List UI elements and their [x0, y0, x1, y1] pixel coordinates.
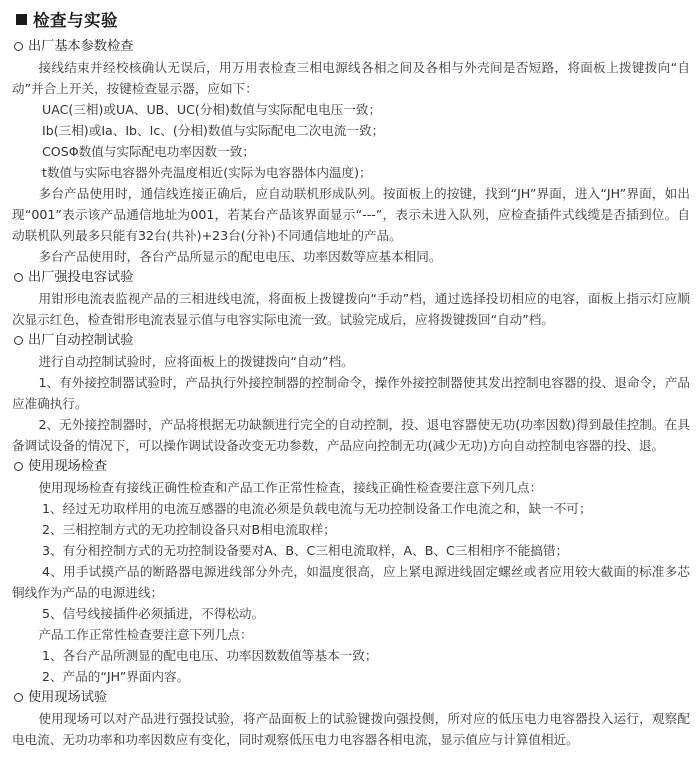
circle-bullet-icon — [14, 42, 23, 51]
section-title-factory-forced-capacitor-test — [12, 267, 690, 288]
circle-bullet-icon — [14, 273, 23, 282]
paragraph: 使用现场可以对产品进行强投试验，将产品面板上的试验键拨向强投侧，所对应的低压电力电容器投入运行，观察配电电流、无功功率和功率因数应有变化，同时观察低压电力电容器各相电流，显示值应与计算值相近。 — [12, 711, 690, 747]
section-title-site-inspection — [12, 456, 690, 477]
list-item: 5、信号线接插件必须插进，不得松动。 — [42, 606, 265, 621]
heading-title: 检查与实验 — [33, 11, 118, 30]
paragraph: 2、无外接控制器时，产品将根据无功缺额进行完全的自动控制，投、退电容器使无功(功率因数)得到最佳控制。在具备调试设备的情况下，可以操作调试设备改变无功参数，产品应向控制无功(减少无功)方向自动控制电容器的投、退。 — [12, 417, 690, 453]
section-title-text: 使用现场检查 — [28, 459, 108, 474]
list-item: 2、三相控制方式的无功控制设备只对B相电流取样； — [42, 522, 336, 537]
list-item: COSΦ数值与实际配电功率因数一致； — [42, 144, 255, 159]
paragraph: 1、有外接控制器试验时，产品执行外接控制器的控制命令，操作外接控制器使其发出控制电容器的投、退命令，产品应准确执行。 — [12, 375, 690, 411]
section-title-factory-basic-check — [12, 36, 690, 57]
heading — [12, 6, 690, 32]
list-item: UAC(三相)或UA、UB、UC(分相)数值与实际配电电压一致； — [42, 102, 382, 117]
circle-bullet-icon — [14, 336, 23, 345]
list-item: 4、用手试摸产品的断路器电源进线部分外壳，如温度很高，应上紧电源进线固定螺丝或者应用较大截面的标准多芯铜线作为产品的电源进线； — [12, 564, 690, 600]
list-item: 1、经过无功取样用的电流互感器的电流必须是负载电流与无功控制设备工作电流之和，缺一不可； — [42, 501, 592, 516]
list-item: 3、有分相控制方式的无功控制设备要对A、B、C三相电流取样，A、B、C三相相序不能搞错； — [42, 543, 569, 558]
circle-bullet-icon — [14, 462, 23, 471]
section-title-text: 出厂强投电容试验 — [28, 270, 134, 285]
paragraph: 使用现场检查有接线正确性检查和产品工作正常性检查，接线正确性检查要注意下列几点： — [38, 480, 543, 495]
list-item: 1、各台产品所测显的配电电压、功率因数数值等基本一致； — [42, 648, 378, 663]
section-title-factory-auto-control-test — [12, 330, 690, 351]
paragraph: 多台产品使用时，各台产品所显示的配电电压、功率因数等应基本相同。 — [38, 249, 442, 264]
paragraph: 接线结束并经校核确认无误后，用万用表检查三相电源线各相之间及各相与外壳间是否短路，将面板上拨键拨向“自动”并合上开关，按键检查显示器，应如下： — [12, 60, 690, 96]
section-title-text: 使用现场试验 — [28, 690, 108, 705]
circle-bullet-icon — [14, 693, 23, 702]
paragraph: 产品工作正常性检查要注意下列几点： — [38, 627, 253, 642]
section-title-text: 出厂基本参数检查 — [28, 39, 134, 54]
paragraph: 多台产品使用时，通信线连接正确后，应自动联机形成队列。按面板上的按键，找到“JH”界面，进入“JH”界面，如出现“001”表示该产品通信地址为001，若某台产品该界面显示“---”，表示未进入队列，应检查插件式线缆是否插到位。自动联机队列最多只能有32台(共补)+23台(分补)不同通信地址的产品。 — [12, 186, 690, 243]
paragraph: 用钳形电流表监视产品的三相进线电流，将面板上拨键拨向“手动”档，通过选择投切相应的电容，面板上指示灯应顺次显示红色，检查钳形电流表显示值与电容实际电流一致。试验完成后，应将拨键拨回“自动”档。 — [12, 291, 690, 327]
list-item: Ib(三相)或Ia、Ib、Ic、(分相)数值与实际配电二次电流一致； — [42, 123, 385, 138]
list-item: t数值与实际电容器外壳温度相近(实际为电容器体内温度)； — [42, 165, 372, 180]
section-title-site-test — [12, 687, 690, 708]
paragraph: 进行自动控制试验时，应将面板上的拨键拨向“自动”档。 — [38, 354, 354, 369]
list-item: 2、产品的“JH”界面内容。 — [42, 669, 190, 684]
section-title-text: 出厂自动控制试验 — [28, 333, 134, 348]
square-bullet-icon — [16, 14, 27, 25]
